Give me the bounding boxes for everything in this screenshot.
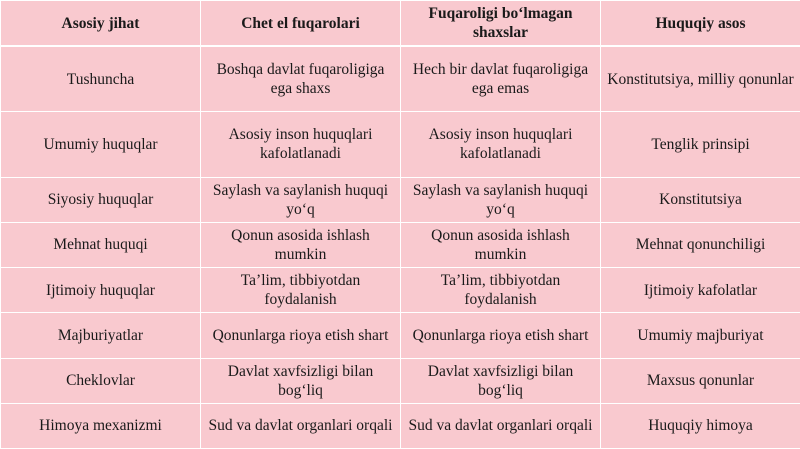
table-row bbox=[1, 403, 800, 448]
table-cell: Sud va davlat organlari orqali bbox=[401, 403, 601, 448]
header-row bbox=[1, 1, 800, 47]
table-cell: Qonun asosida ishlash mumkin bbox=[401, 222, 601, 267]
table-cell: Qonunlarga rioya etish shart bbox=[401, 313, 601, 358]
row-label: Ijtimoiy huquqlar bbox=[1, 268, 201, 313]
table-body bbox=[1, 46, 800, 449]
table-cell: Maxsus qonunlar bbox=[601, 358, 800, 403]
table-header bbox=[1, 1, 800, 47]
table-cell: Konstitutsiya bbox=[601, 177, 800, 222]
row-label: Siyosiy huquqlar bbox=[1, 177, 201, 222]
table-row bbox=[1, 313, 800, 358]
table-cell: Ijtimoiy kafolatlar bbox=[601, 268, 800, 313]
row-label: Cheklovlar bbox=[1, 358, 201, 403]
table-cell: Asosiy inson huquqlari kafolatlanadi bbox=[201, 112, 401, 177]
table-row bbox=[1, 46, 800, 112]
table-cell: Saylash va saylanish huquqi yo‘q bbox=[201, 177, 401, 222]
header-chet-el-fuqarolari: Chet el fuqarolari bbox=[201, 1, 401, 47]
table-cell: Mehnat qonunchiligi bbox=[601, 222, 800, 267]
table-cell: Hech bir davlat fuqaroligiga ega emas bbox=[401, 46, 601, 112]
row-label: Umumiy huquqlar bbox=[1, 112, 201, 177]
row-label: Majburiyatlar bbox=[1, 313, 201, 358]
table-cell: Saylash va saylanish huquqi yo‘q bbox=[401, 177, 601, 222]
table-cell: Ta’lim, tibbiyotdan foydalanish bbox=[201, 268, 401, 313]
header-asosiy-jihat: Asosiy jihat bbox=[1, 1, 201, 47]
table-cell: Davlat xavfsizligi bilan bog‘liq bbox=[201, 358, 401, 403]
table-cell: Davlat xavfsizligi bilan bog‘liq bbox=[401, 358, 601, 403]
table-cell: Asosiy inson huquqlari kafolatlanadi bbox=[401, 112, 601, 177]
table-cell: Tenglik prinsipi bbox=[601, 112, 800, 177]
row-label: Himoya mexanizmi bbox=[1, 403, 201, 448]
table-row bbox=[1, 268, 800, 313]
table-row bbox=[1, 177, 800, 222]
table-cell: Konstitutsiya, milliy qonunlar bbox=[601, 46, 800, 112]
table-cell: Qonunlarga rioya etish shart bbox=[201, 313, 401, 358]
table-cell: Boshqa davlat fuqaroligiga ega shaxs bbox=[201, 46, 401, 112]
header-fuqaroligi-bolmagan: Fuqaroligi bo‘lmagan shaxslar bbox=[401, 1, 601, 47]
row-label: Mehnat huquqi bbox=[1, 222, 201, 267]
table-cell: Umumiy majburiyat bbox=[601, 313, 800, 358]
table-cell: Sud va davlat organlari orqali bbox=[201, 403, 401, 448]
table-cell: Huquqiy himoya bbox=[601, 403, 800, 448]
row-label: Tushuncha bbox=[1, 46, 201, 112]
table-row bbox=[1, 358, 800, 403]
table-cell: Ta’lim, tibbiyotdan foydalanish bbox=[401, 268, 601, 313]
table-cell: Qonun asosida ishlash mumkin bbox=[201, 222, 401, 267]
table-row bbox=[1, 222, 800, 267]
header-huquqiy-asos: Huquqiy asos bbox=[601, 1, 800, 47]
table-row bbox=[1, 112, 800, 177]
